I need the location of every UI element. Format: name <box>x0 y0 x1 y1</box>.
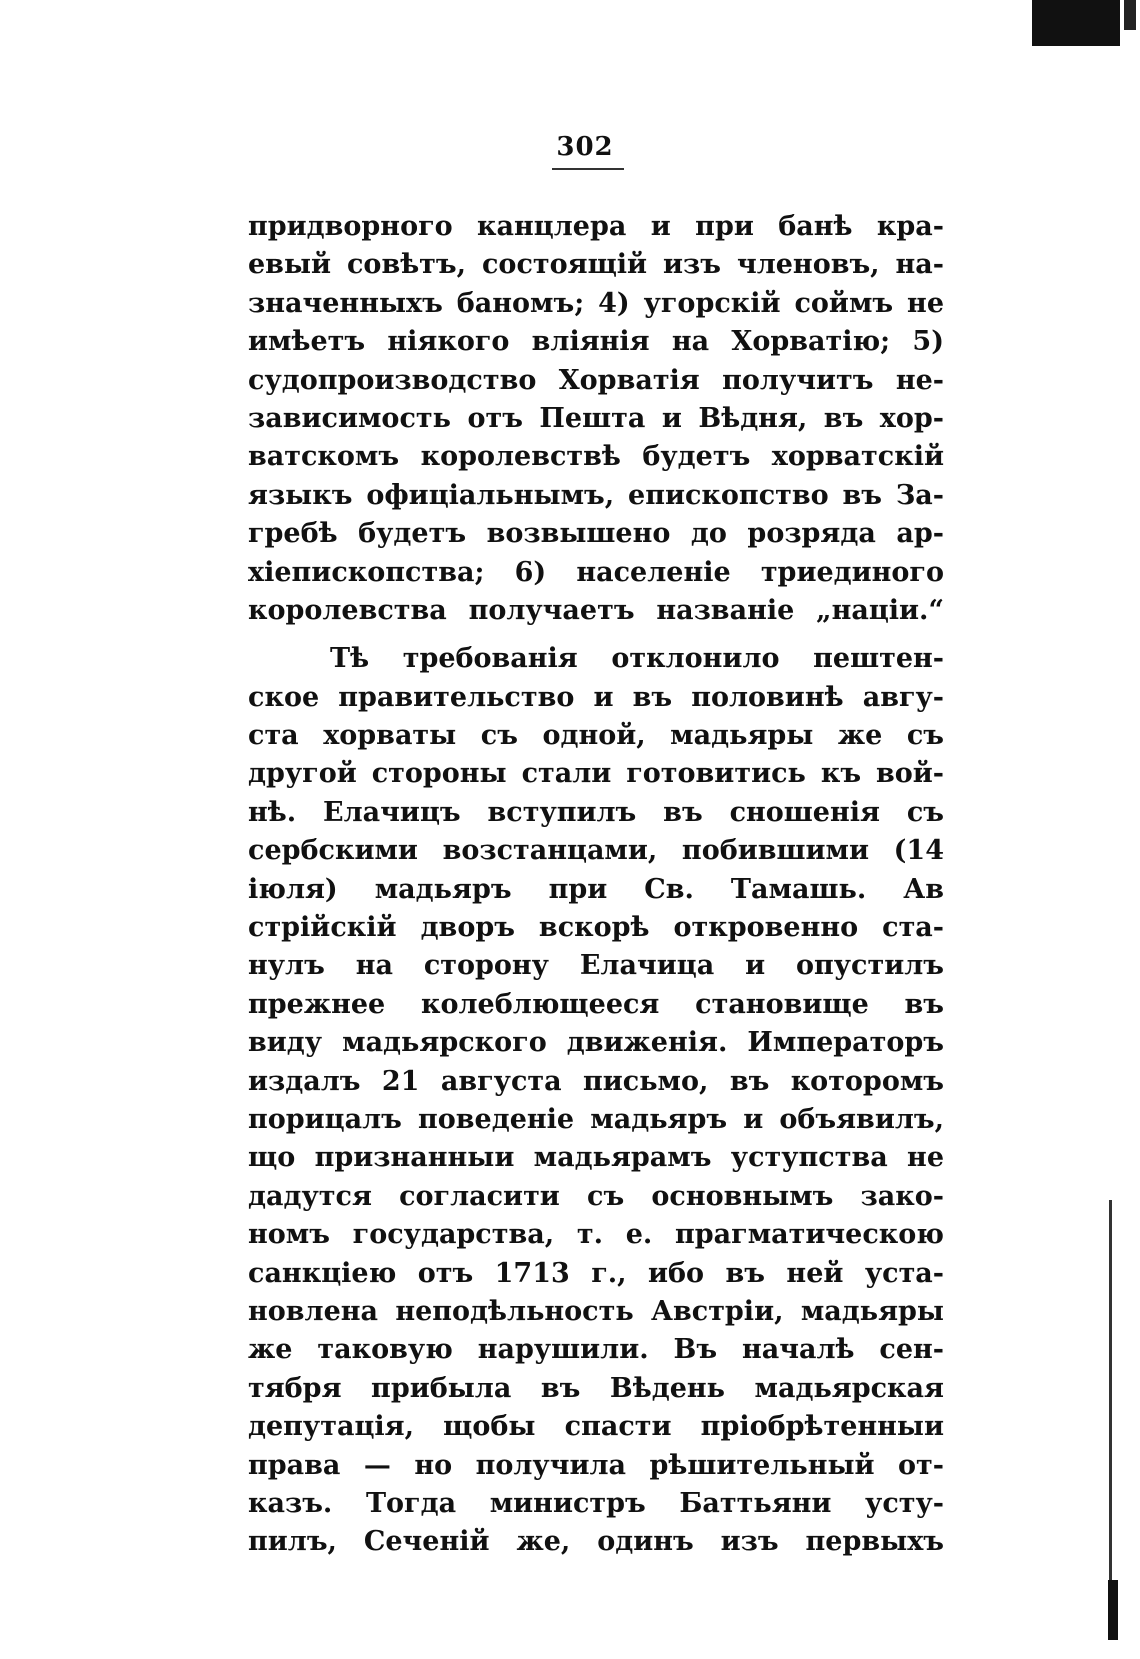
text-line: порицалъ поведеніе мадьяръ и объявилъ, <box>248 1103 944 1135</box>
scan-edge-mark-bottom <box>1108 1580 1118 1640</box>
text-line: Тѣ требованія отклонило пештен- <box>330 643 944 675</box>
text-line: гребѣ будетъ возвышено до розряда ар- <box>248 518 944 550</box>
text-line: казъ. Тогда министръ Баттьяни усту- <box>248 1487 944 1519</box>
page-body-text <box>248 208 944 1562</box>
text-line: евый совѣтъ, состоящій изъ членовъ, на- <box>248 249 944 281</box>
text-line: языкъ офиціальнымъ, епископство въ За- <box>248 479 944 511</box>
text-line: новлена неподѣльность Австріи, мадьяры <box>248 1295 944 1327</box>
text-line: стрійскій дворъ вскорѣ откровенно ста- <box>248 912 944 944</box>
text-line: имѣетъ ніякого вліянія на Хорватію; 5) <box>248 326 944 358</box>
text-line: другой стороны стали готовитись къ вой- <box>248 758 944 790</box>
text-line: придворного канцлера и при банѣ кра- <box>248 211 944 242</box>
text-line: іюля) мадьяръ при Св. Тамашь. Ав <box>248 873 944 905</box>
scan-edge-mark-tail <box>1124 0 1136 30</box>
text-line: сербскими возстанцами, побившими (14 <box>248 835 944 867</box>
text-line: прежнее колеблющееся становище въ <box>248 988 944 1020</box>
text-line: зависимость отъ Пешта и Вѣдня, въ хор- <box>248 402 944 434</box>
scan-edge-line <box>1109 1200 1112 1630</box>
text-line: нулъ на сторону Елачица и опустилъ <box>248 950 944 982</box>
page-number: 302 <box>556 132 614 162</box>
text-line: королевства получаетъ названіе „націи.“ <box>248 594 944 626</box>
text-line: ское правительство и въ половинѣ авгу- <box>248 681 944 713</box>
text-line: номъ государства, т. е. прагматическою <box>248 1219 944 1251</box>
scan-edge-mark <box>1032 0 1120 46</box>
text-line: тября прибыла въ Вѣдень мадьярская <box>248 1372 944 1404</box>
text-line: же таковую нарушили. Въ началѣ сен- <box>248 1334 944 1366</box>
paragraph <box>248 208 944 630</box>
text-line: пилъ, Сеченій же, одинъ изъ первыхъ <box>248 1526 944 1558</box>
text-line: нѣ. Елачицъ вступилъ въ сношенія съ <box>248 796 944 828</box>
text-line: санкціею отъ 1713 г., ибо въ ней уста- <box>248 1257 944 1289</box>
text-line: ватскомъ королевствѣ будетъ хорватскій <box>248 441 944 473</box>
text-line: виду мадьярского движенія. Императоръ <box>248 1027 944 1059</box>
text-line: хіепископства; 6) населеніе триединого <box>248 556 944 588</box>
text-line: значенныхъ баномъ; 4) угорскій соймъ не <box>248 287 944 319</box>
text-line: издалъ 21 августа письмо, въ которомъ <box>248 1065 944 1097</box>
text-line: права — но получила рѣшительный от- <box>248 1449 944 1481</box>
text-line: судопроизводство Хорватія получитъ не- <box>248 364 944 396</box>
text-line: дадутся согласити съ основнымъ зако- <box>248 1180 944 1212</box>
text-line: ста хорваты съ одной, мадьяры же съ <box>248 720 944 752</box>
paragraph <box>248 640 944 1561</box>
text-line: депутація, щобы спасти пріобрѣтенныи <box>248 1411 944 1443</box>
paragraph-gap <box>248 630 944 640</box>
text-line: що признанныи мадьярамъ уступства не <box>248 1142 944 1174</box>
page-number-underline <box>552 168 624 170</box>
